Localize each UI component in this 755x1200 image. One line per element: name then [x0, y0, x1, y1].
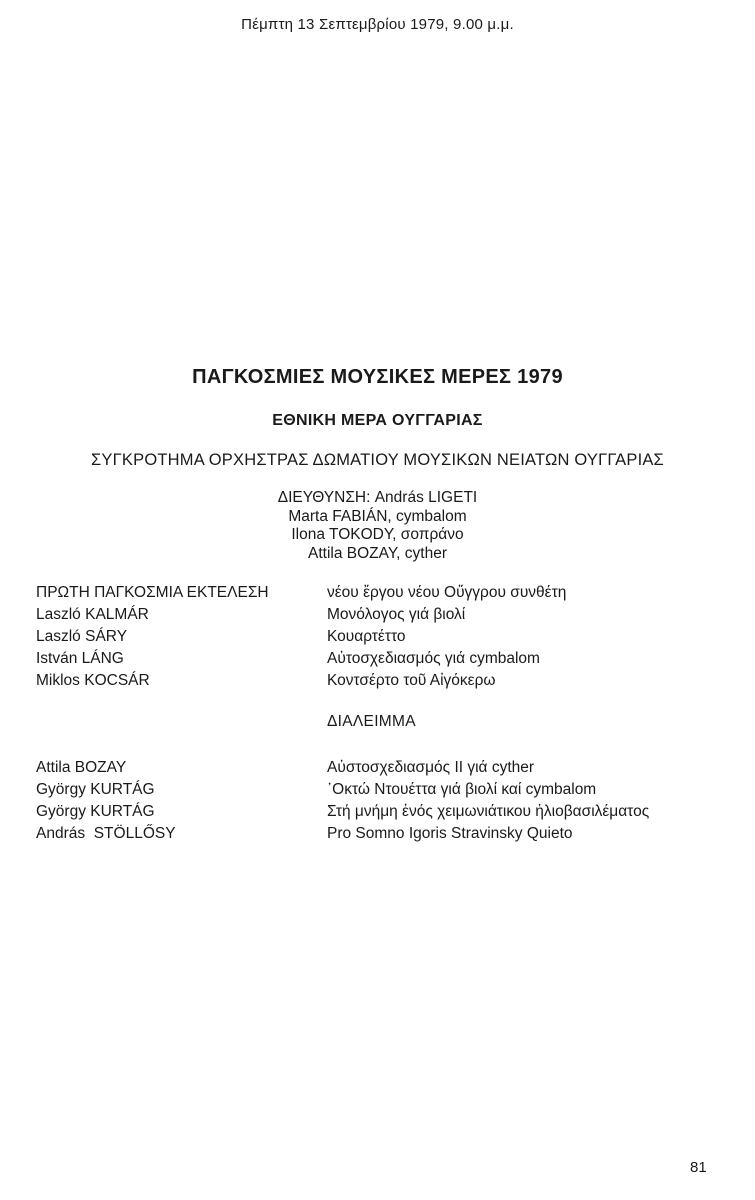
credit-performer: Marta FABIÁN, cymbalom: [288, 507, 467, 525]
program-row: [0, 781, 755, 803]
work-title: Pro Somno Igoris Stravinsky Quieto: [327, 825, 573, 842]
program-row: [0, 606, 755, 628]
composer-name: Attila BOZAY: [36, 759, 127, 776]
page-number: 81: [690, 1159, 707, 1176]
work-title: Στή μνήμη ἑνός χειμωνιάτικου ἡλιοβασιλέματος: [327, 803, 650, 820]
composer-name: Miklos KOCSÁR: [36, 672, 150, 689]
concert-date: Πέμπτη 13 Σεπτεμβρίου 1979, 9.00 μ.μ.: [241, 16, 514, 33]
intermission-label: ΔΙΑΛΕΙΜΜΑ: [327, 713, 416, 730]
program-row: [0, 628, 755, 650]
page-title: ΠΑΓΚΟΣΜΙΕΣ ΜΟΥΣΙΚΕΣ ΜΕΡΕΣ 1979: [192, 366, 563, 388]
credit-performer: Ilona TOKODY, σοπράνο: [291, 526, 464, 543]
performer-credits: [0, 489, 755, 563]
composer-name: István LÁNG: [36, 650, 124, 667]
work-title: Αὐτοσχεδιασμός γιά cymbalom: [327, 650, 540, 667]
credit-performer: Attila BOZAY, cyther: [308, 544, 447, 562]
program-row: [0, 803, 755, 825]
program-row: [0, 672, 755, 694]
program-row: [0, 584, 755, 606]
work-title: Κοντσέρτο τοῦ Αἰγόκερω: [327, 672, 496, 689]
event-subtitle: ΕΘΝΙΚΗ ΜΕΡΑ ΟΥΓΓΑΡΙΑΣ: [272, 412, 483, 429]
work-title: Αὐστοσχεδιασμός II γιά cyther: [327, 759, 535, 776]
program-row: [0, 650, 755, 672]
composer-name: Laszló KALMÁR: [36, 606, 149, 623]
composer-name: György KURTÁG: [36, 781, 155, 798]
composer-name: András STÖLLŐSY: [36, 825, 176, 842]
credit-conductor: ΔΙΕΥΘΥΝΣΗ: András LIGETI: [277, 489, 478, 506]
work-title: Μονόλογος γιά βιολί: [327, 606, 466, 623]
composer-name: György KURTÁG: [36, 803, 155, 820]
work-title: νέου ἔργου νέου Οὔγγρου συνθέτη: [327, 584, 567, 601]
composer-name: ΠΡΩΤΗ ΠΑΓΚΟΣΜΙΑ ΕΚΤΕΛΕΣΗ: [36, 584, 269, 601]
composer-name: Laszló SÁRY: [36, 628, 128, 645]
program-row: [0, 825, 755, 847]
program-row: [0, 759, 755, 781]
work-title: ᾽Οκτώ Ντουέττα γιά βιολί καί cymbalom: [327, 781, 597, 798]
work-title: Κουαρτέττο: [327, 628, 406, 645]
ensemble-name: ΣΥΓΚΡΟΤΗΜΑ ΟΡΧΗΣΤΡΑΣ ΔΩΜΑΤΙΟΥ ΜΟΥΣΙΚΩΝ ΝΕΙΑΤΩΝ ΟΥΓΓΑΡΙΑΣ: [91, 451, 664, 469]
